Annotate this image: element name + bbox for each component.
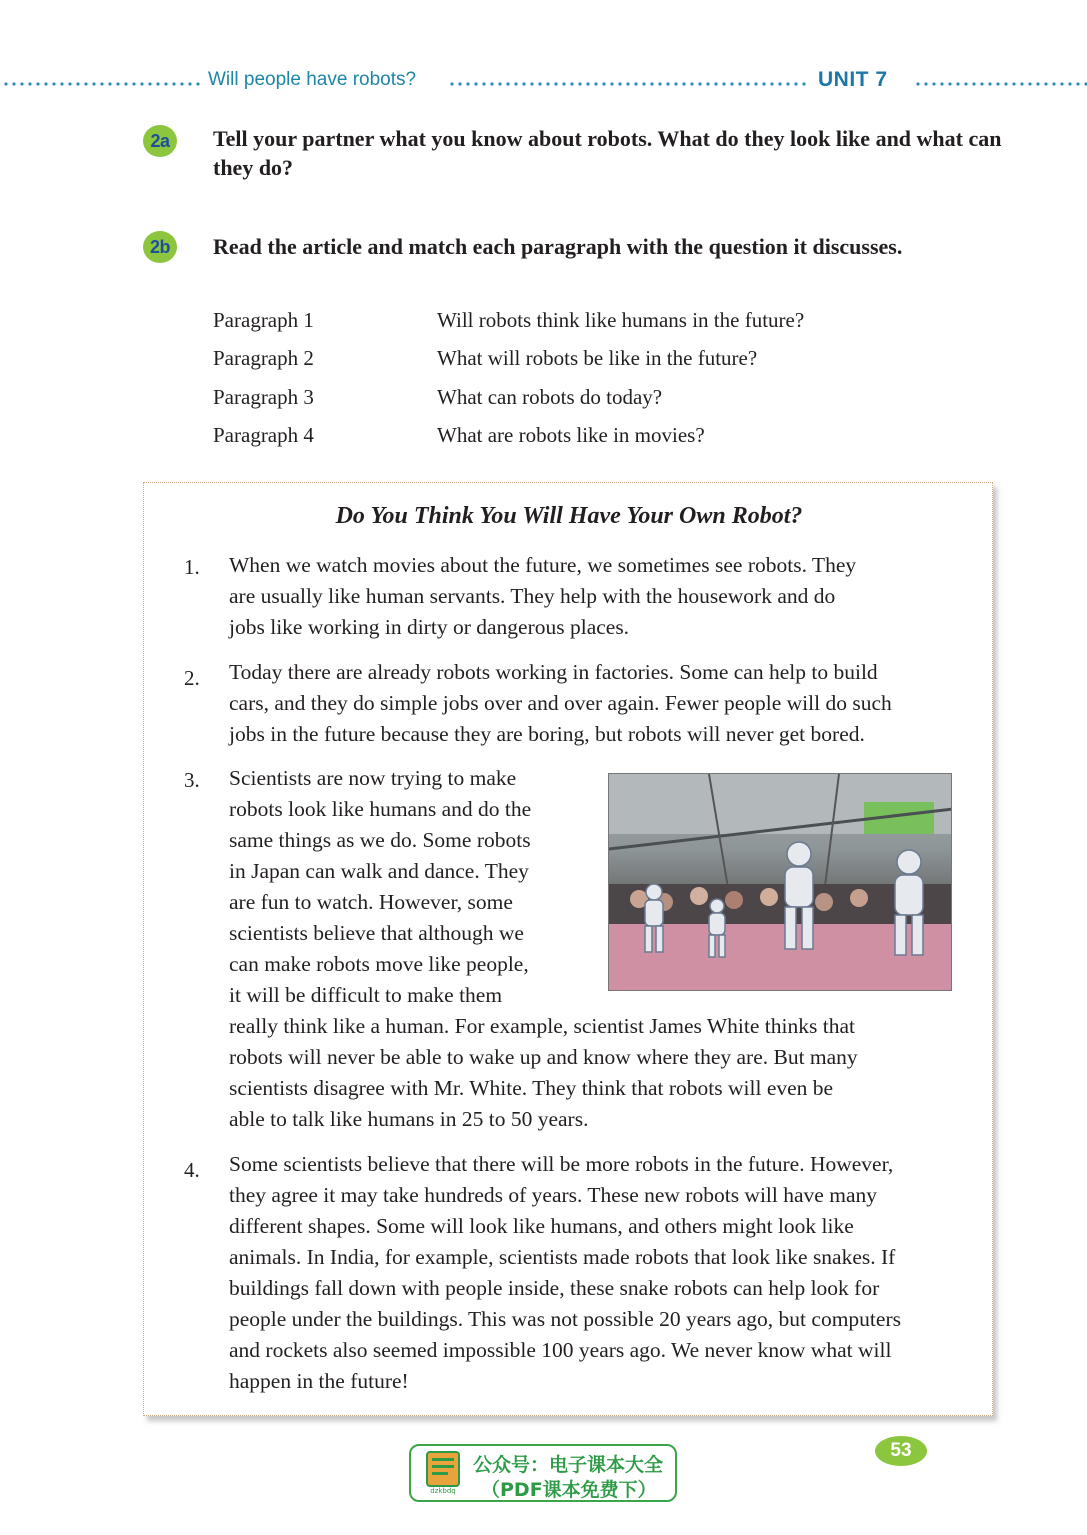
header-dots-middle: [448, 82, 810, 86]
page-header: [0, 66, 1087, 96]
robots-dancing-illustration: [609, 774, 952, 991]
text-line: same things as we do. Some robots: [229, 828, 531, 852]
text-line: cars, and they do simple jobs over and over again. Fewer people will do such: [229, 691, 892, 715]
text-line: scientists believe that although we: [229, 921, 524, 945]
text-line: robots will never be able to wake up and know where they are. But many: [229, 1045, 858, 1069]
article-box: [143, 482, 993, 1416]
matching-row: [213, 340, 1013, 379]
paragraph-label: Paragraph 2: [213, 346, 314, 371]
paragraph-number: 1.: [184, 555, 200, 579]
text-line: people under the buildings. This was not possible 20 years ago, but computers: [229, 1307, 901, 1331]
paragraph-4-text: [229, 1149, 969, 1397]
article-title: Do You Think You Will Have Your Own Robot?: [335, 503, 803, 529]
text-line: and rockets also seemed impossible 100 years ago. We never know what will: [229, 1338, 892, 1362]
text-line: Today there are already robots working in factories. Some can help to build: [229, 660, 878, 684]
text-line: really think like a human. For example, scientist James White thinks that: [229, 1014, 855, 1038]
text-line: jobs like working in dirty or dangerous places.: [229, 615, 630, 639]
paragraph-label: Paragraph 4: [213, 423, 314, 448]
question-text: Will robots think like humans in the future?: [437, 307, 805, 332]
paragraph-label: Paragraph 3: [213, 384, 314, 409]
text-line: it will be difficult to make them: [229, 983, 503, 1007]
text-line: happen in the future!: [229, 1369, 409, 1393]
text-line: different shapes. Some will look like humans, and others might look like: [229, 1214, 854, 1238]
book-icon: [421, 1450, 465, 1496]
text-line: Scientists are now trying to make: [229, 766, 517, 790]
section-2b-instruction: Read the article and match each paragraph with the question it discusses.: [213, 234, 903, 259]
watermark-banner: [409, 1444, 677, 1502]
text-line: Some scientists believe that there will be more robots in the future. However,: [229, 1152, 894, 1176]
text-line: can make robots move like people,: [229, 952, 529, 976]
section-2a-instruction: Tell your partner what you know about robots. What do they look like and what can they do?: [213, 126, 1002, 180]
text-line: When we watch movies about the future, we sometimes see robots. They: [229, 553, 857, 577]
page-number: 53: [875, 1436, 927, 1466]
matching-row: [213, 417, 1013, 456]
text-line: are usually like human servants. They help with the housework and do: [229, 584, 836, 608]
paragraph-number: 2.: [184, 666, 200, 690]
matching-table: [213, 301, 1013, 455]
section-2a-badge: 2a: [143, 125, 177, 157]
text-line: scientists disagree with Mr. White. They think that robots will even be: [229, 1076, 834, 1100]
text-line: robots look like humans and do the: [229, 797, 532, 821]
watermark-small-text: dzkbdq: [430, 1487, 456, 1495]
paragraph-1-text: [229, 550, 856, 643]
paragraph-number: 3.: [184, 768, 200, 792]
paragraph-number: 4.: [184, 1158, 200, 1182]
text-line: they agree it may take hundreds of years. These new robots will have many: [229, 1183, 877, 1207]
text-line: animals. In India, for example, scientists made robots that look like snakes. If: [229, 1245, 896, 1269]
matching-row: [213, 301, 1013, 340]
watermark-line-1: 公众号：电子课本大全: [473, 1454, 664, 1476]
text-line: buildings fall down with people inside, these snake robots can help look for: [229, 1276, 880, 1300]
header-title: Will people have robots?: [208, 69, 417, 90]
header-dots-right: [914, 82, 1087, 86]
paragraph-2-text: [229, 657, 892, 750]
text-line: are fun to watch. However, some: [229, 890, 513, 914]
question-text: What can robots do today?: [437, 384, 663, 409]
unit-label: UNIT 7: [818, 68, 888, 91]
text-line: able to talk like humans in 25 to 50 years.: [229, 1107, 589, 1131]
text-line: jobs in the future because they are boring, but robots will never get bored.: [229, 722, 865, 746]
watermark-line-2: （PDF课本免费下）: [481, 1479, 657, 1501]
question-text: What will robots be like in the future?: [437, 346, 758, 371]
paragraph-label: Paragraph 1: [213, 307, 314, 332]
header-dots-left: [2, 82, 202, 86]
question-text: What are robots like in movies?: [437, 423, 705, 448]
text-line: in Japan can walk and dance. They: [229, 859, 529, 883]
matching-row: [213, 378, 1013, 417]
section-2b-badge: 2b: [143, 231, 177, 263]
robots-dancing-photo: [608, 773, 952, 991]
